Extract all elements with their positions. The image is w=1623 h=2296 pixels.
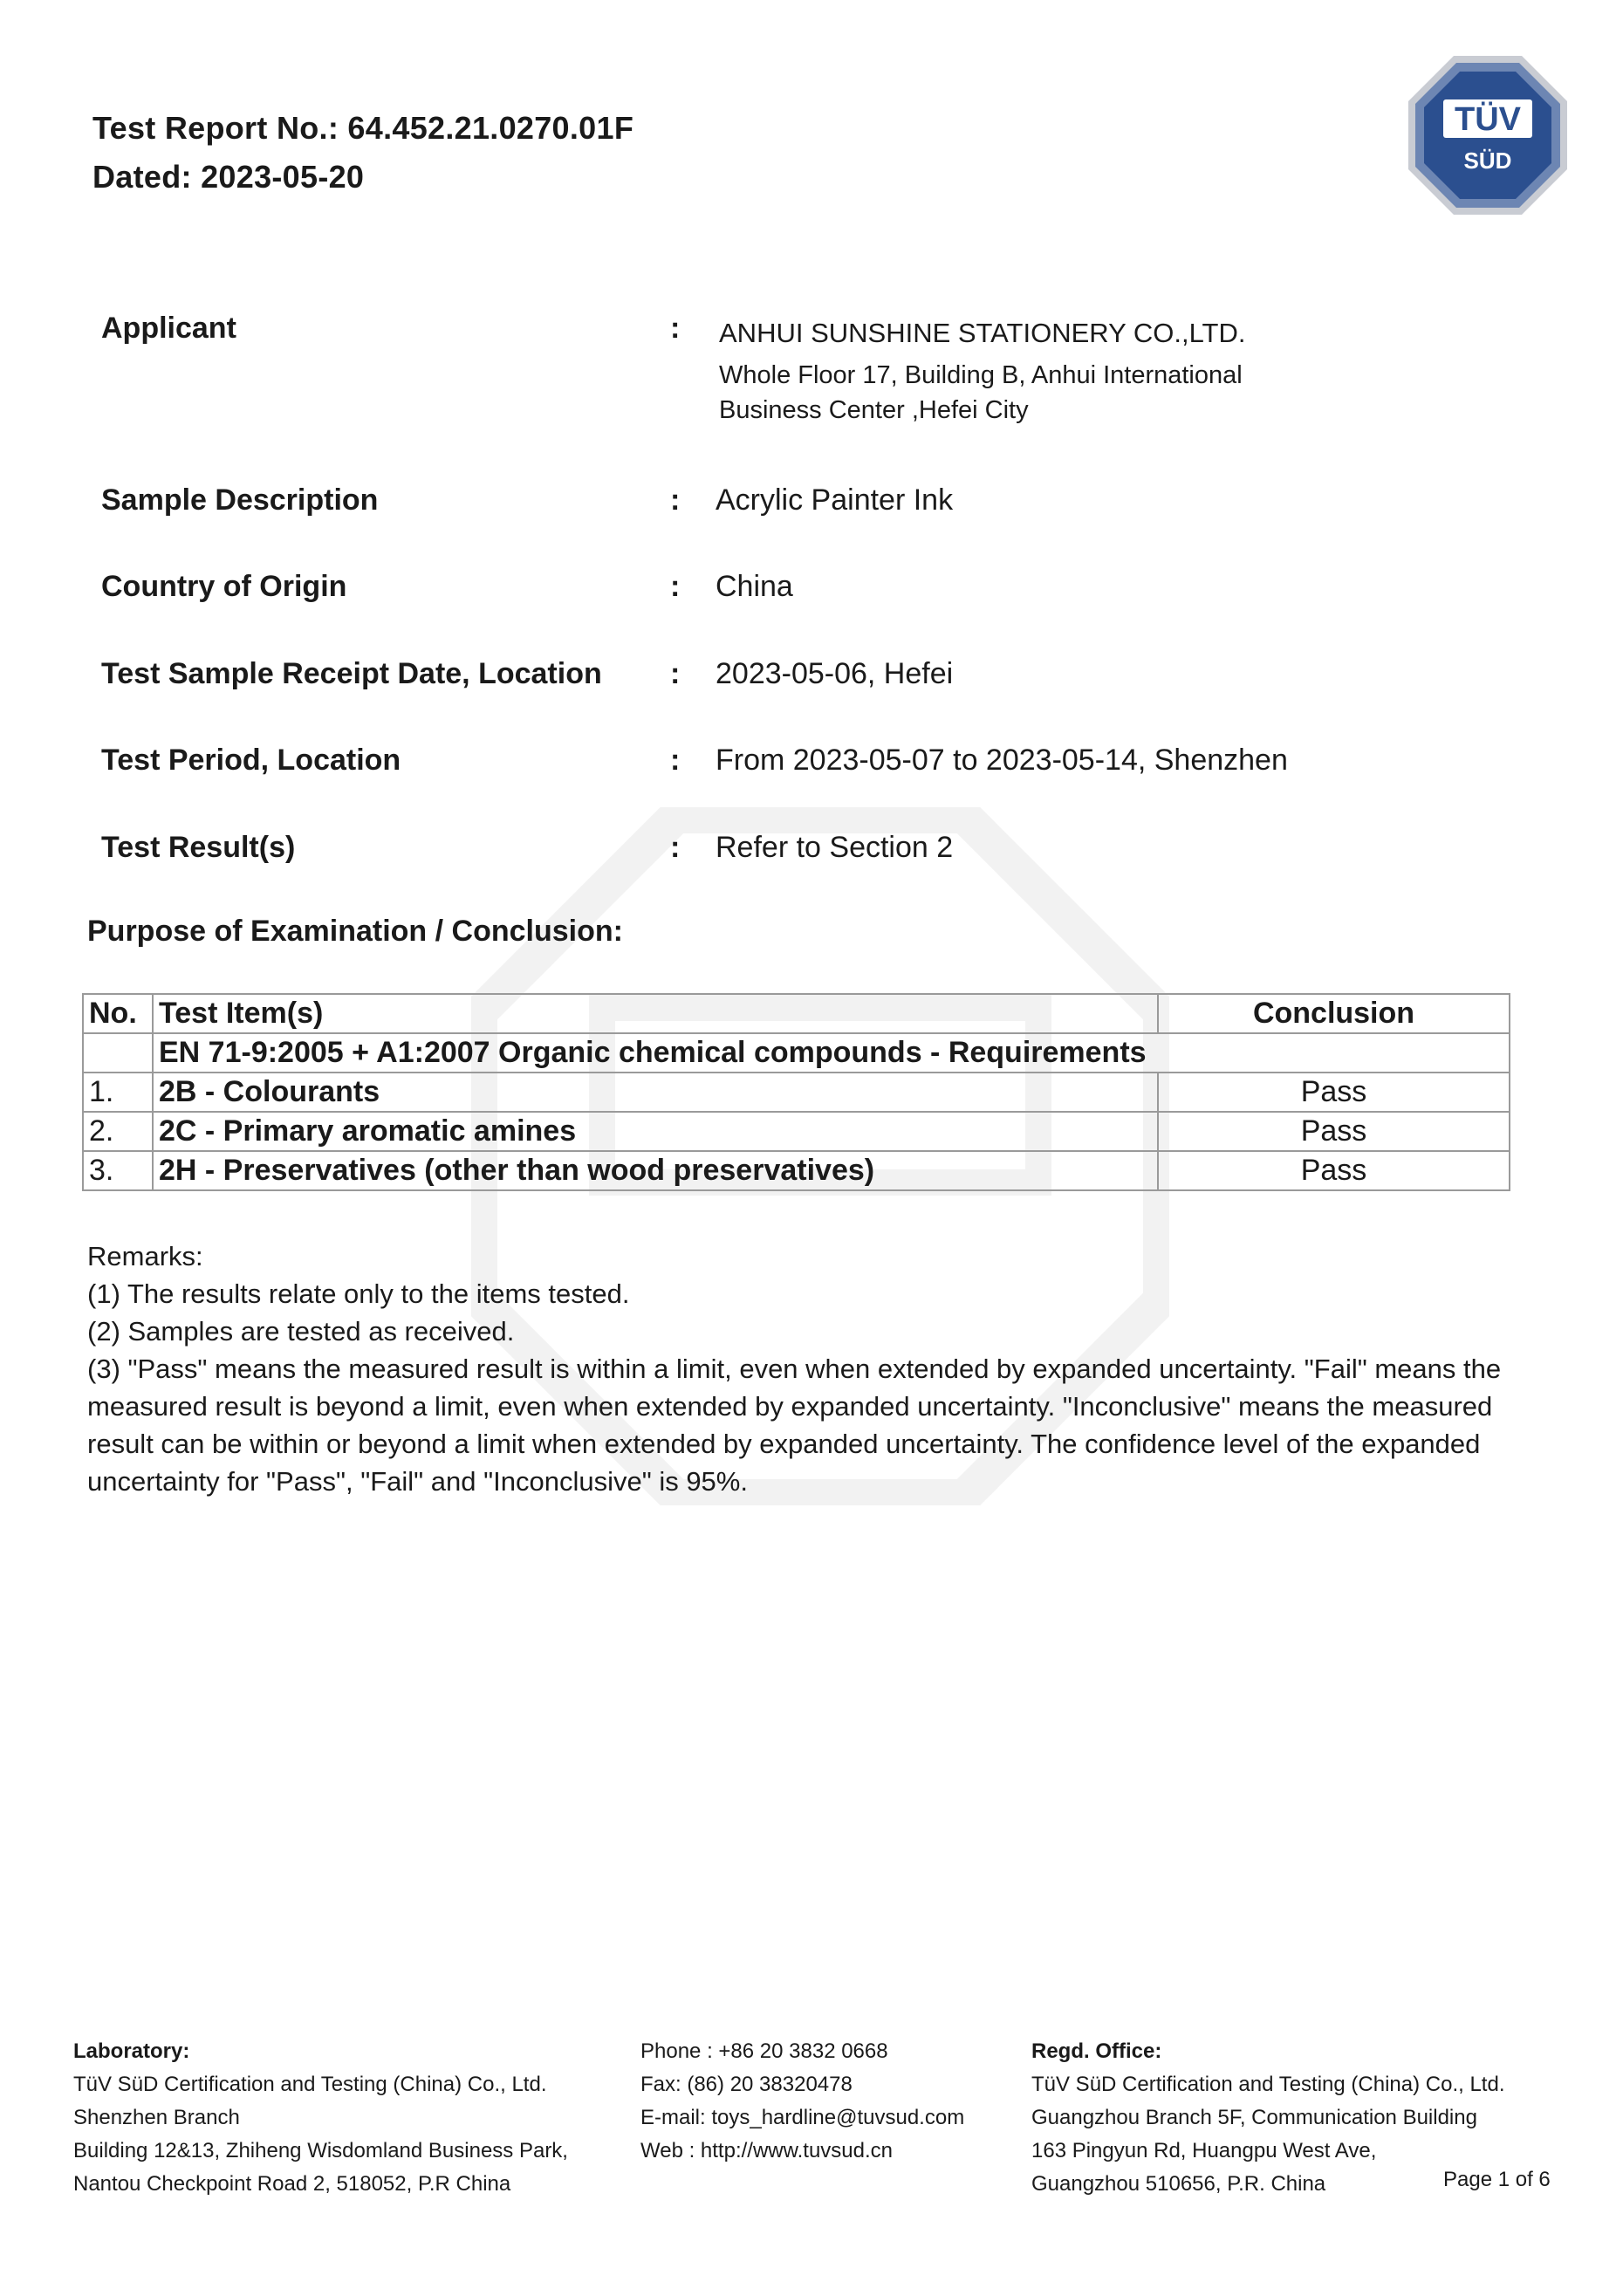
table-row: [83, 1073, 1510, 1112]
footer-email[interactable]: E-mail: toys_hardline@tuvsud.com: [640, 2106, 965, 2129]
footer-office-line: 163 Pingyun Rd, Huangpu West Ave,: [1031, 2139, 1377, 2162]
table-header-row: [83, 994, 1510, 1033]
footer-office-line: Guangzhou Branch 5F, Communication Building: [1031, 2106, 1477, 2129]
row-test-item: 2C - Primary aromatic amines: [153, 1112, 1158, 1151]
footer-fax: Fax: (86) 20 38320478: [640, 2073, 853, 2096]
receipt-date-colon: :: [670, 657, 681, 690]
footer-registered-office: [1031, 2035, 1504, 2201]
table-row: [83, 1151, 1510, 1190]
row-conclusion: Pass: [1158, 1151, 1510, 1190]
page-number: Page 1 of 6: [1443, 2168, 1551, 2191]
footer-lab-line: Shenzhen Branch: [73, 2106, 240, 2129]
row-no: 2.: [83, 1112, 153, 1151]
footer-office-title: Regd. Office:: [1031, 2039, 1162, 2063]
test-period-value: From 2023-05-07 to 2023-05-14, Shenzhen: [716, 744, 1288, 777]
remarks-section: [87, 1237, 1518, 1500]
row-no: 1.: [83, 1073, 153, 1112]
remark-item: (2) Samples are tested as received.: [87, 1316, 515, 1347]
test-results-label: Test Result(s): [101, 831, 296, 864]
footer-contact: [640, 2035, 964, 2168]
applicant-label: Applicant: [101, 312, 236, 345]
group-title: EN 71-9:2005 + A1:2007 Organic chemical compounds - Requirements: [153, 1033, 1510, 1073]
country-of-origin-value: China: [716, 570, 793, 603]
test-period-colon: :: [670, 744, 681, 777]
footer-lab-line: Nantou Checkpoint Road 2, 518052, P.R China: [73, 2172, 511, 2196]
country-of-origin-label: Country of Origin: [101, 570, 347, 603]
group-no-cell: [83, 1033, 153, 1073]
remark-item: (3) "Pass" means the measured result is within a limit, even when extended by expanded uncertainty. "Fail" means the measured result is beyond a limit, even when extended by expanded uncertainty. "Inconclusive" means the measured result can be within or beyond a limit when extended by expanded uncertainty. The confidence level of the expanded uncertainty for "Pass", "Fail" and "Inconclusive" is 95%.: [87, 1354, 1502, 1497]
header-conclusion: Conclusion: [1158, 994, 1510, 1033]
footer-phone: Phone : +86 20 3832 0668: [640, 2039, 888, 2063]
footer-lab-title: Laboratory:: [73, 2039, 190, 2063]
row-test-item: 2H - Preservatives (other than wood preservatives): [153, 1151, 1158, 1190]
applicant-address-line1: Whole Floor 17, Building B, Anhui International: [719, 361, 1243, 389]
report-date: Dated: 2023-05-20: [92, 159, 365, 195]
test-period-label: Test Period, Location: [101, 744, 401, 777]
sample-description-label: Sample Description: [101, 483, 379, 517]
tuv-sud-logo: [1405, 52, 1571, 218]
test-results-value: Refer to Section 2: [716, 831, 954, 864]
logo-top-text: TÜV: [1455, 101, 1521, 138]
row-conclusion: Pass: [1158, 1112, 1510, 1151]
test-results-colon: :: [670, 831, 681, 864]
row-conclusion: Pass: [1158, 1073, 1510, 1112]
applicant-colon: :: [670, 312, 681, 345]
footer-office-line: TüV SüD Certification and Testing (China) Co., Ltd.: [1031, 2073, 1505, 2096]
footer-laboratory: [73, 2035, 568, 2201]
table-row: [83, 1112, 1510, 1151]
applicant-address-line2: Business Center ,Hefei City: [719, 396, 1029, 424]
row-no: 3.: [83, 1151, 153, 1190]
sample-description-colon: :: [670, 483, 681, 517]
results-table: [82, 993, 1510, 1191]
receipt-date-value: 2023-05-06, Hefei: [716, 657, 954, 690]
applicant-name: ANHUI SUNSHINE STATIONERY CO.,LTD.: [719, 318, 1246, 348]
country-of-origin-colon: :: [670, 570, 681, 603]
header-test-item: Test Item(s): [153, 994, 1158, 1033]
table-group-row: [83, 1033, 1510, 1073]
footer-lab-line: Building 12&13, Zhiheng Wisdomland Business Park,: [73, 2139, 568, 2162]
footer-office-line: Guangzhou 510656, P.R. China: [1031, 2172, 1326, 2196]
remarks-title: Remarks:: [87, 1241, 203, 1271]
remark-item: (1) The results relate only to the items tested.: [87, 1278, 630, 1309]
report-number: Test Report No.: 64.452.21.0270.01F: [92, 110, 634, 146]
footer-web[interactable]: Web : http://www.tuvsud.cn: [640, 2139, 894, 2162]
row-test-item: 2B - Colourants: [153, 1073, 1158, 1112]
receipt-date-label: Test Sample Receipt Date, Location: [101, 657, 602, 690]
header-no: No.: [83, 994, 153, 1033]
logo-bottom-text: SÜD: [1463, 147, 1512, 174]
sample-description-value: Acrylic Painter Ink: [716, 483, 954, 517]
footer-lab-line: TüV SüD Certification and Testing (China) Co., Ltd.: [73, 2073, 547, 2096]
purpose-title: Purpose of Examination / Conclusion:: [87, 915, 623, 948]
